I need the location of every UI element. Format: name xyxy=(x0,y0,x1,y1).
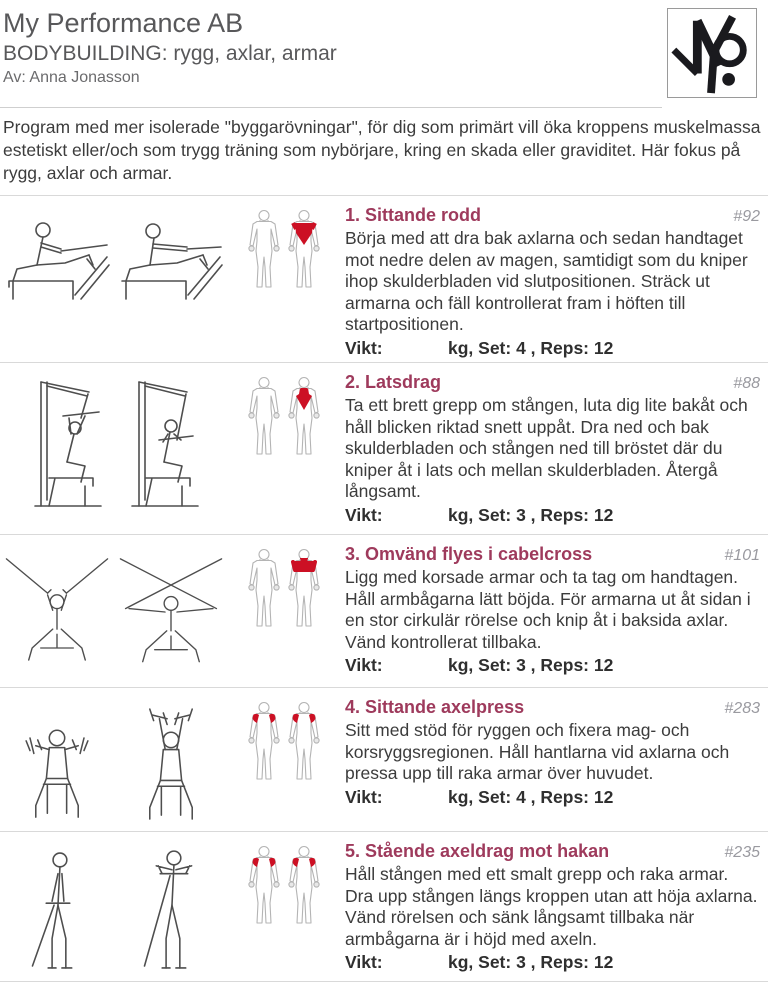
exercise-row xyxy=(0,688,768,832)
logo-icon xyxy=(668,9,756,97)
exercise-illustration-end xyxy=(117,843,225,981)
exercise-text xyxy=(343,372,762,534)
exercise-weight-line xyxy=(345,338,760,359)
exercise-illustration-pair xyxy=(3,697,225,831)
exercise-illustration-start xyxy=(3,699,111,831)
exercise-illustration-start xyxy=(3,843,111,981)
exercise-illustration-pair xyxy=(3,205,225,362)
exercise-illustration-end xyxy=(117,374,209,516)
exercise-row xyxy=(0,363,768,535)
exercise-text xyxy=(343,697,762,831)
muscle-diagram-pair xyxy=(225,544,343,687)
sets-reps-value: kg, Set: 3 , Reps: 12 xyxy=(448,504,614,525)
exercise-id-badge: #235 xyxy=(724,844,760,862)
exercise-list xyxy=(0,196,768,982)
exercise-illustration-start xyxy=(3,546,111,678)
sets-reps-value: kg, Set: 4 , Reps: 12 xyxy=(448,337,614,358)
weight-label: Vikt: xyxy=(345,504,383,525)
sets-reps-value: kg, Set: 4 , Reps: 12 xyxy=(448,786,614,807)
author-line: Av: Anna Jonasson xyxy=(3,69,140,87)
exercise-illustration-start xyxy=(19,374,111,516)
exercise-illustration-end xyxy=(117,207,225,319)
muscle-diagram-front xyxy=(247,548,281,632)
weight-label: Vikt: xyxy=(345,952,383,973)
sets-reps-value: kg, Set: 3 , Reps: 12 xyxy=(448,952,614,973)
exercise-title: 3. Omvänd flyes i cabelcross xyxy=(345,544,593,565)
header-divider xyxy=(0,107,662,108)
exercise-weight-line xyxy=(345,952,760,973)
exercise-row xyxy=(0,535,768,688)
exercise-text xyxy=(343,544,762,687)
exercise-illustration-end xyxy=(117,699,225,831)
exercise-title: 4. Sittande axelpress xyxy=(345,697,525,718)
weight-label: Vikt: xyxy=(345,786,383,807)
exercise-weight-line xyxy=(345,655,760,676)
exercise-description: Börja med att dra bak axlarna och sedan handtaget mot nedre delen av magen, samtidigt som du kniper ihop skulderbladen vid slutpositionen. Sträck ut armarna och fäll kontrollerat fram i höften till startpositionen. xyxy=(345,228,748,335)
muscle-diagram-pair xyxy=(225,697,343,831)
exercise-row xyxy=(0,832,768,982)
exercise-title: 2. Latsdrag xyxy=(345,372,442,393)
exercise-row xyxy=(0,196,768,363)
muscle-diagram-front xyxy=(247,845,281,929)
exercise-id-badge: #101 xyxy=(724,547,760,565)
muscle-diagram-back xyxy=(287,548,321,632)
exercise-description: Sitt med stöd för ryggen och fixera mag- och korsryggsregionen. Håll hantlarna vid axlarna och pressa upp till raka armar över huvudet. xyxy=(345,720,730,784)
exercise-description: Håll stången med ett smalt grepp och raka armar. Dra upp stången längs kroppen utan att höja axlarna. Vänd rörelsen och sänk långsamt tillbaka när armbågarna är i höjd med axeln. xyxy=(345,864,758,949)
exercise-description: Ta ett brett grepp om stången, luta dig lite bakåt och håll blicken riktad snett uppåt. Dra ned och bak skulderbladen och stången ned till bröstet där du kniper åt i lats och mellan skulderbladen. Återgå långsamt. xyxy=(345,395,748,502)
weight-label: Vikt: xyxy=(345,337,383,358)
exercise-text xyxy=(343,841,762,981)
weight-label: Vikt: xyxy=(345,655,383,676)
program-subtitle: BODYBUILDING: rygg, axlar, armar xyxy=(3,42,337,66)
sets-reps-value: kg, Set: 3 , Reps: 12 xyxy=(448,655,614,676)
muscle-diagram-pair xyxy=(225,372,343,534)
muscle-diagram-back xyxy=(287,209,321,293)
exercise-title: 1. Sittande rodd xyxy=(345,205,482,226)
muscle-diagram-pair xyxy=(225,205,343,362)
muscle-diagram-front xyxy=(247,376,281,460)
muscle-diagram-back xyxy=(287,376,321,460)
exercise-illustration-pair xyxy=(3,544,225,687)
exercise-illustration-pair xyxy=(3,372,225,534)
exercise-illustration-end xyxy=(117,546,225,678)
exercise-id-badge: #88 xyxy=(733,375,760,393)
muscle-diagram-back xyxy=(287,845,321,929)
exercise-illustration-start xyxy=(3,207,111,319)
exercise-weight-line xyxy=(345,787,760,808)
my-performance-logo xyxy=(667,8,757,98)
exercise-description: Ligg med korsade armar och ta tag om handtagen. Håll armbågarna lätt böjda. För armarna ut åt sidan i en stor cirkulär rörelse och knip åt i baksida axlar. Vänd kontrollerat tillbaka. xyxy=(345,567,751,652)
exercise-id-badge: #283 xyxy=(724,700,760,718)
muscle-diagram-back xyxy=(287,701,321,785)
exercise-title: 5. Stående axeldrag mot hakan xyxy=(345,841,610,862)
program-intro: Program med mer isolerade "byggarövningar", för dig som primärt vill öka kroppens muskelmassa estetiskt eller/och som trygg träning som nybörjare, kring en skada eller graviditet. Här fokus på rygg, axlar och armar. xyxy=(0,108,768,196)
exercise-text xyxy=(343,205,762,362)
muscle-diagram-front xyxy=(247,701,281,785)
muscle-diagram-front xyxy=(247,209,281,293)
page-title: My Performance AB xyxy=(3,8,244,38)
muscle-diagram-pair xyxy=(225,841,343,981)
exercise-illustration-pair xyxy=(3,841,225,981)
page-header xyxy=(0,0,768,108)
exercise-weight-line xyxy=(345,505,760,526)
exercise-id-badge: #92 xyxy=(733,208,760,226)
